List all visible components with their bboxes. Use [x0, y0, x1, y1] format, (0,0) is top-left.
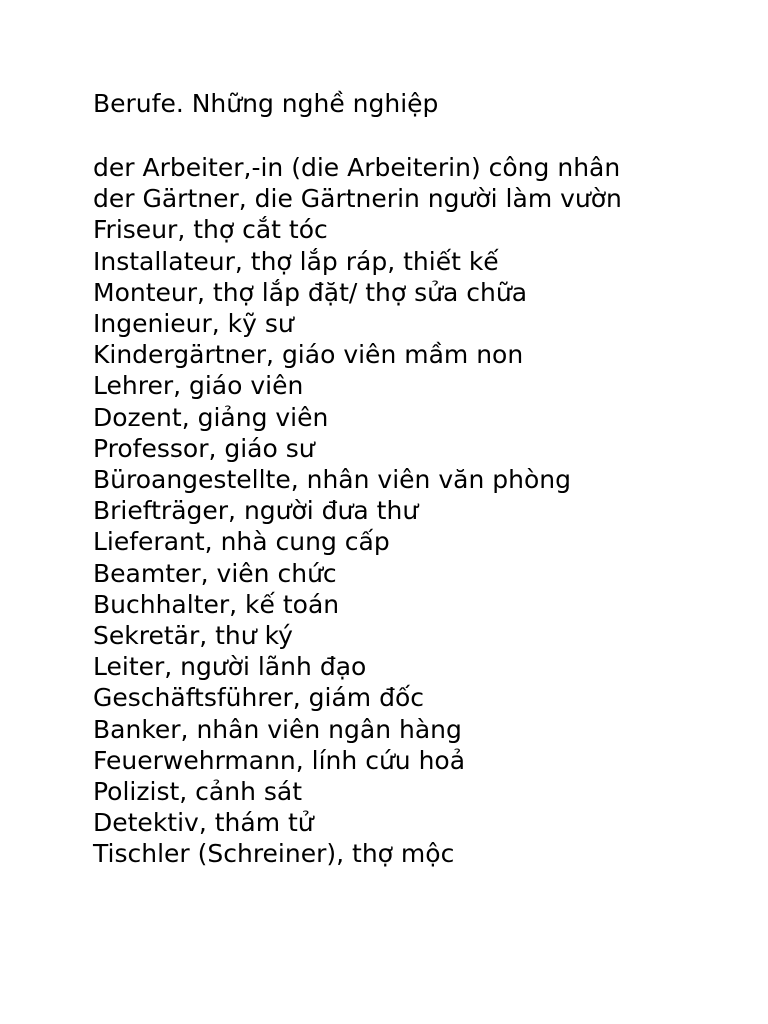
list-item: Dozent, giảng viên [93, 402, 329, 432]
list-item: Friseur, thợ cắt tóc [93, 215, 328, 245]
list-item: Feuerwehrmann, lính cứu hoả [93, 745, 466, 775]
list-item: Professor, giáo sư [93, 433, 315, 463]
list-item: Kindergärtner, giáo viên mầm non [93, 340, 524, 370]
list-item: Detektiv, thám tử [93, 808, 314, 838]
profession-list [93, 152, 683, 870]
list-item: Monteur, thợ lắp đặt/ thợ sửa chữa [93, 277, 528, 307]
list-item: Sekretär, thư ký [93, 621, 293, 651]
list-item: Beamter, viên chức [93, 558, 337, 588]
list-item: Briefträger, người đưa thư [93, 496, 419, 526]
list-item: der Arbeiter,-in (die Arbeiterin) công nhân [93, 153, 621, 182]
document-title: Berufe. Những nghề nghiệp [93, 89, 439, 118]
document-page [93, 86, 683, 870]
list-item: Lehrer, giáo viên [93, 371, 304, 401]
list-item: Polizist, cảnh sát [93, 777, 303, 807]
list-item: Lieferant, nhà cung cấp [93, 527, 390, 557]
list-item: Buchhalter, kế toán [93, 589, 340, 619]
list-item: der Gärtner, die Gärtnerin người làm vườn [93, 184, 622, 214]
list-item: Installateur, thợ lắp ráp, thiết kế [93, 246, 499, 276]
list-item: Geschäftsführer, giám đốc [93, 683, 424, 713]
list-item: Banker, nhân viên ngân hàng [93, 714, 462, 744]
list-item: Leiter, người lãnh đạo [93, 652, 367, 682]
list-item: Büroangestellte, nhân viên văn phòng [93, 465, 571, 495]
list-item: Tischler (Schreiner), thợ mộc [93, 839, 455, 869]
list-item: Ingenieur, kỹ sư [93, 309, 294, 339]
